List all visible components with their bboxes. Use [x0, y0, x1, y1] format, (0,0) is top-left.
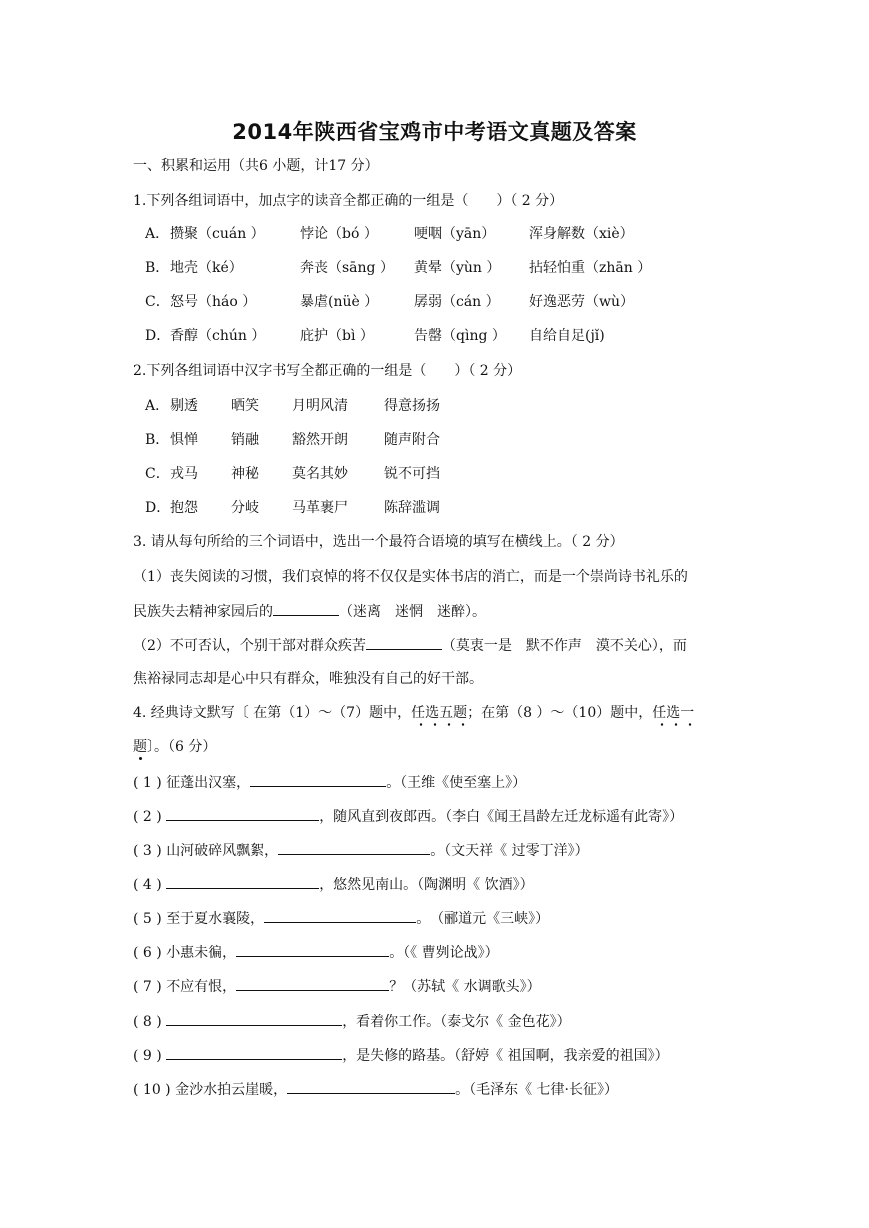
- option-word: 庇护（bì ）: [300, 328, 374, 344]
- option-word: 锐不可挡: [384, 466, 440, 482]
- q3-sentence-2-cont: 焦裕禄同志却是心中只有群众，唯独没有自己的好干部。: [133, 671, 483, 687]
- recitation-line-8: ( 8 ) ，看着你工作。（泰戈尔《 金色花》）: [133, 1011, 571, 1032]
- answer-blank[interactable]: [236, 942, 389, 957]
- recitation-line-6: ( 6 ) 小惠未徧， 。（《 曹刿论战》）: [133, 942, 499, 963]
- option-word: 拈轻怕重（zhān ）: [529, 260, 652, 276]
- option-word: 香醇（chún ）: [170, 328, 266, 344]
- option-word: 黄晕（yùn ）: [414, 260, 501, 276]
- answer-blank[interactable]: [273, 601, 339, 616]
- option-label: B．: [145, 260, 170, 276]
- option-word: 销融: [231, 432, 259, 448]
- option-label: B．: [145, 432, 170, 448]
- option-word: 浑身解数（xiè）: [529, 226, 634, 242]
- answer-blank[interactable]: [366, 635, 442, 650]
- option-word: 豁然开朗: [292, 432, 348, 448]
- q2-stem: 2.下列各组词语中汉字书写全都正确的一组是（ ）（ 2 分）: [133, 363, 522, 379]
- option-label: C．: [145, 466, 170, 482]
- option-label: A．: [145, 398, 170, 414]
- option-word: 攒聚（cuán ）: [170, 226, 265, 242]
- recitation-line-3: ( 3 ) 山河破碎风飘絮， 。（文天祥《 过零丁洋》）: [133, 840, 589, 861]
- q3-sentence-2: （2）不可否认，个别干部对群众疾苦 （莫衷一是 默不作声 漠不关心），而: [133, 635, 687, 656]
- option-word: 自给自足(jǐ): [529, 328, 605, 344]
- option-word: 怒号（háo ）: [170, 294, 257, 310]
- page-title: 2014年陕西省宝鸡市中考语文真题及答案: [232, 120, 637, 144]
- q4-stem: 4. 经典诗文默写〔 在第（1）～（7）题中，任选五题；在第（8 ）～（10）题中，任选一: [133, 705, 695, 721]
- answer-blank[interactable]: [166, 1011, 342, 1026]
- option-word: 神秘: [231, 466, 259, 482]
- q1-stem: 1.下列各组词语中，加点字的读音全都正确的一组是（ ）（ 2 分）: [133, 193, 564, 209]
- option-word: 好逸恶劳（wù）: [529, 294, 634, 310]
- recitation-line-7: ( 7 ) 不应有恨， ？（苏轼《 水调歌头》）: [133, 976, 541, 997]
- option-word: 告罄（qìng ）: [414, 328, 506, 344]
- option-word: 莫名其妙: [292, 466, 348, 482]
- q3-sentence-1: （1）丧失阅读的习惯，我们哀悼的将不仅仅是实体书店的消亡，而是一个崇尚诗书礼乐的: [133, 569, 688, 585]
- option-word: 随声附合: [384, 432, 440, 448]
- option-word: 地壳（ké）: [170, 260, 243, 276]
- answer-blank[interactable]: [166, 1045, 342, 1060]
- answer-blank[interactable]: [250, 772, 386, 787]
- option-word: 奔丧（sāng ）: [300, 260, 394, 276]
- option-word: 惧惮: [170, 432, 198, 448]
- option-word: 剔透: [170, 398, 198, 414]
- recitation-line-10: ( 10 ) 金沙水拍云崖暖， 。（毛泽东《 七律·长征》）: [133, 1079, 618, 1100]
- option-word: 戎马: [170, 466, 198, 482]
- option-word: 悖论（bó ）: [300, 226, 378, 242]
- recitation-line-2: ( 2 ) ，随风直到夜郎西。（李白《闻王昌龄左迁龙标遥有此寄》）: [133, 806, 683, 827]
- answer-blank[interactable]: [166, 806, 319, 821]
- q3-stem: 3. 请从每句所给的三个词语中，选出一个最符合语境的填写在横线上。（ 2 分）: [133, 534, 624, 550]
- recitation-line-5: ( 5 ) 至于夏水襄陵， 。 （郦道元《三峡》）: [133, 908, 549, 929]
- option-word: 孱弱（cán ）: [414, 294, 500, 310]
- option-word: 马革裹尸: [292, 500, 348, 516]
- q3-sentence-1-cont: 民族失去精神家园后的 （迷离 迷惘 迷醉）。: [133, 601, 486, 622]
- answer-blank[interactable]: [236, 976, 389, 991]
- answer-blank[interactable]: [278, 840, 430, 855]
- recitation-line-1: ( 1 ) 征蓬出汉塞， 。（王维《使至塞上》）: [133, 772, 526, 793]
- option-word: 月明风清: [292, 398, 348, 414]
- option-label: C．: [145, 294, 170, 310]
- answer-blank[interactable]: [287, 1079, 455, 1094]
- option-word: 抱怨: [170, 500, 198, 516]
- recitation-line-4: ( 4 ) ，悠然见南山。（陶渊明《 饮酒》）: [133, 874, 534, 895]
- option-word: 分岐: [231, 500, 259, 516]
- option-word: 暴虐(nüè ）: [300, 294, 379, 310]
- option-word: 晒笑: [231, 398, 259, 414]
- option-label: D．: [145, 500, 171, 516]
- option-word: 哽咽（yān）: [414, 226, 496, 242]
- section-heading: 一、积累和运用（共6 小题，计17 分）: [133, 158, 379, 174]
- option-label: D．: [145, 328, 171, 344]
- answer-blank[interactable]: [166, 874, 319, 889]
- answer-blank[interactable]: [264, 908, 416, 923]
- option-label: A．: [145, 226, 170, 242]
- option-word: 陈辞滥调: [384, 500, 440, 516]
- recitation-line-9: ( 9 ) ，是失修的路基。（舒婷《 祖国啊，我亲爱的祖国》）: [133, 1045, 669, 1066]
- q4-stem-cont: 题〕。（6 分）: [133, 739, 217, 755]
- option-word: 得意扬扬: [384, 398, 440, 414]
